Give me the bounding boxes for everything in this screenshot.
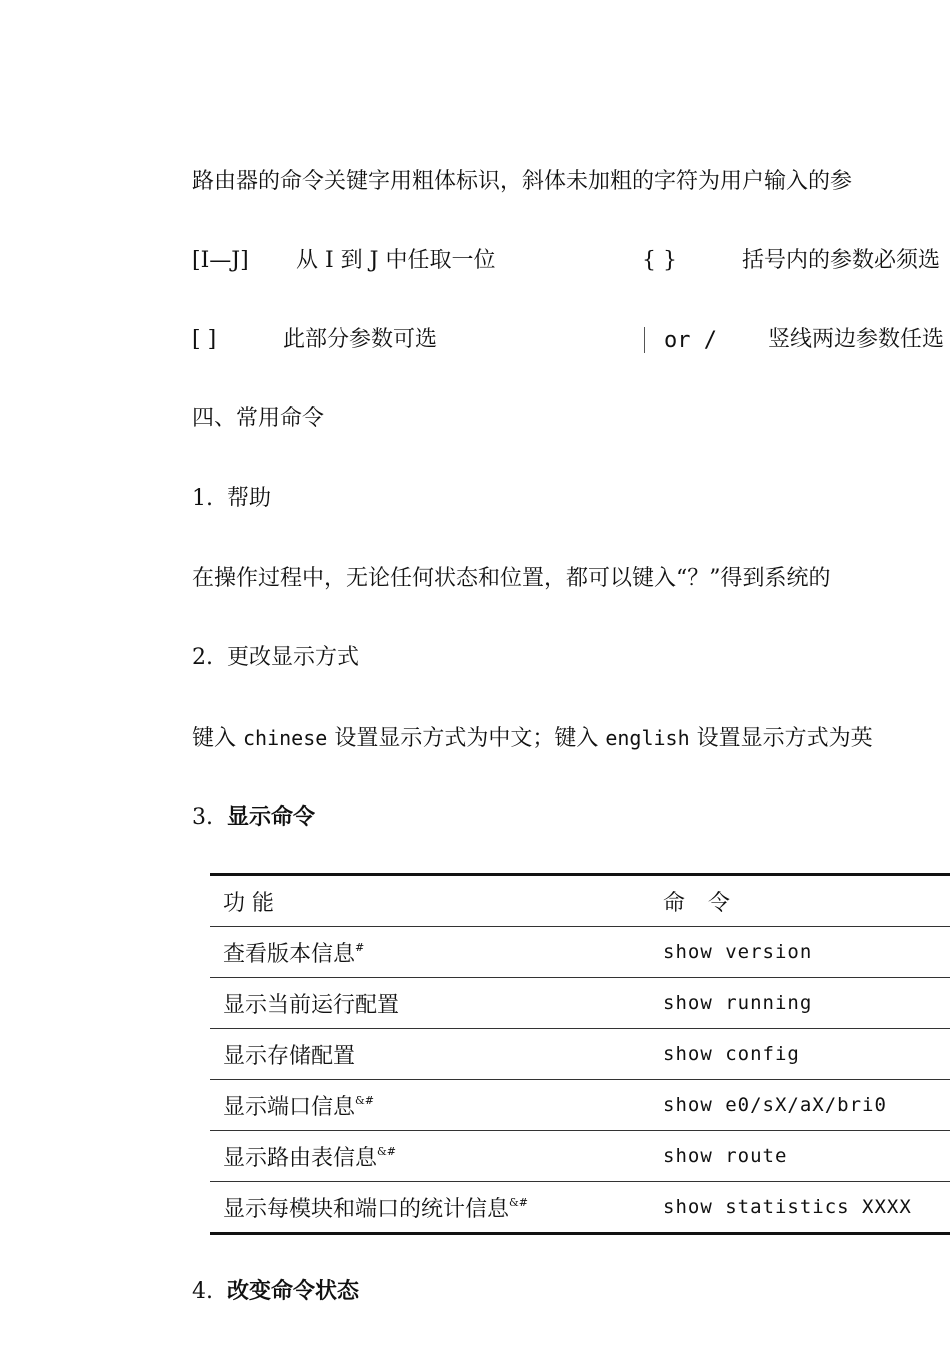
function-text: 查看版本信息	[223, 941, 356, 967]
display-mode-text-mid: 设置显示方式为中文；键入	[334, 726, 599, 751]
help-title: 帮助	[227, 486, 272, 511]
change-state-heading	[192, 1277, 359, 1307]
function-text: 显示路由表信息	[223, 1145, 378, 1171]
function-cell	[210, 1080, 650, 1131]
function-cell	[210, 1029, 650, 1080]
command-cell: show statistics XXXX	[650, 1182, 950, 1234]
table-row	[210, 1182, 950, 1234]
syntax-range-key: [I—J]	[192, 248, 249, 273]
function-text: 显示每模块和端口的统计信息	[223, 1196, 510, 1222]
change-state-number: 4.	[192, 1279, 213, 1304]
table-row	[210, 978, 950, 1029]
table-header-row	[210, 875, 950, 927]
display-mode-paragraph	[192, 723, 873, 754]
display-mode-heading	[192, 643, 359, 673]
syntax-or-desc: 竖线两边参数任选	[768, 327, 945, 352]
display-mode-title: 更改显示方式	[227, 645, 360, 670]
command-cell: show version	[650, 927, 950, 978]
show-commands-title: 显示命令	[227, 805, 316, 830]
function-cell	[210, 927, 650, 978]
display-mode-text-post: 设置显示方式为英	[696, 726, 873, 751]
command-cell: show route	[650, 1131, 950, 1182]
help-paragraph: 在操作过程中，无论任何状态和位置，都可以键入“？”得到系统的	[192, 566, 831, 591]
function-text: 显示存储配置	[223, 1043, 356, 1069]
show-commands-number: 3.	[192, 805, 213, 830]
help-number: 1.	[192, 486, 213, 511]
change-state-title: 改变命令状态	[227, 1279, 360, 1304]
syntax-range-desc: 从 I 到 J 中任取一位	[296, 248, 496, 273]
display-mode-text-pre: 键入	[192, 726, 237, 751]
command-cell: show config	[650, 1029, 950, 1080]
function-cell	[210, 1182, 650, 1234]
table-row	[210, 1131, 950, 1182]
row-mark: #	[355, 940, 365, 954]
table-row	[210, 927, 950, 978]
function-text: 显示当前运行配置	[223, 992, 400, 1018]
syntax-or-key: or /	[664, 328, 717, 353]
help-heading	[192, 484, 271, 514]
header-function: 功 能	[210, 875, 650, 927]
syntax-optional-desc: 此部分参数可选	[283, 327, 438, 352]
show-commands-table	[210, 873, 950, 1235]
command-cell: show running	[650, 978, 950, 1029]
display-mode-number: 2.	[192, 645, 213, 670]
syntax-braces-key: { }	[642, 248, 677, 273]
intro-paragraph: 路由器的命令关键字用粗体标识，斜体未加粗的字符为用户输入的参	[192, 169, 853, 194]
show-commands-heading	[192, 803, 315, 833]
row-mark: &#	[355, 1093, 375, 1107]
english-command: english	[605, 726, 690, 750]
row-mark: &#	[377, 1144, 397, 1158]
row-mark: &#	[509, 1195, 529, 1209]
syntax-braces-desc: 括号内的参数必须选	[742, 248, 941, 273]
syntax-pipe-symbol	[644, 327, 645, 353]
section-heading: 四、常用命令	[192, 406, 325, 431]
function-cell	[210, 1131, 650, 1182]
chinese-command: chinese	[243, 726, 328, 750]
table-row	[210, 1080, 950, 1131]
table-row	[210, 1029, 950, 1080]
function-text: 显示端口信息	[223, 1094, 356, 1120]
command-cell: show e0/sX/aX/bri0	[650, 1080, 950, 1131]
header-command: 命 令	[650, 875, 950, 927]
function-cell	[210, 978, 650, 1029]
syntax-optional-key: [ ]	[192, 327, 217, 352]
